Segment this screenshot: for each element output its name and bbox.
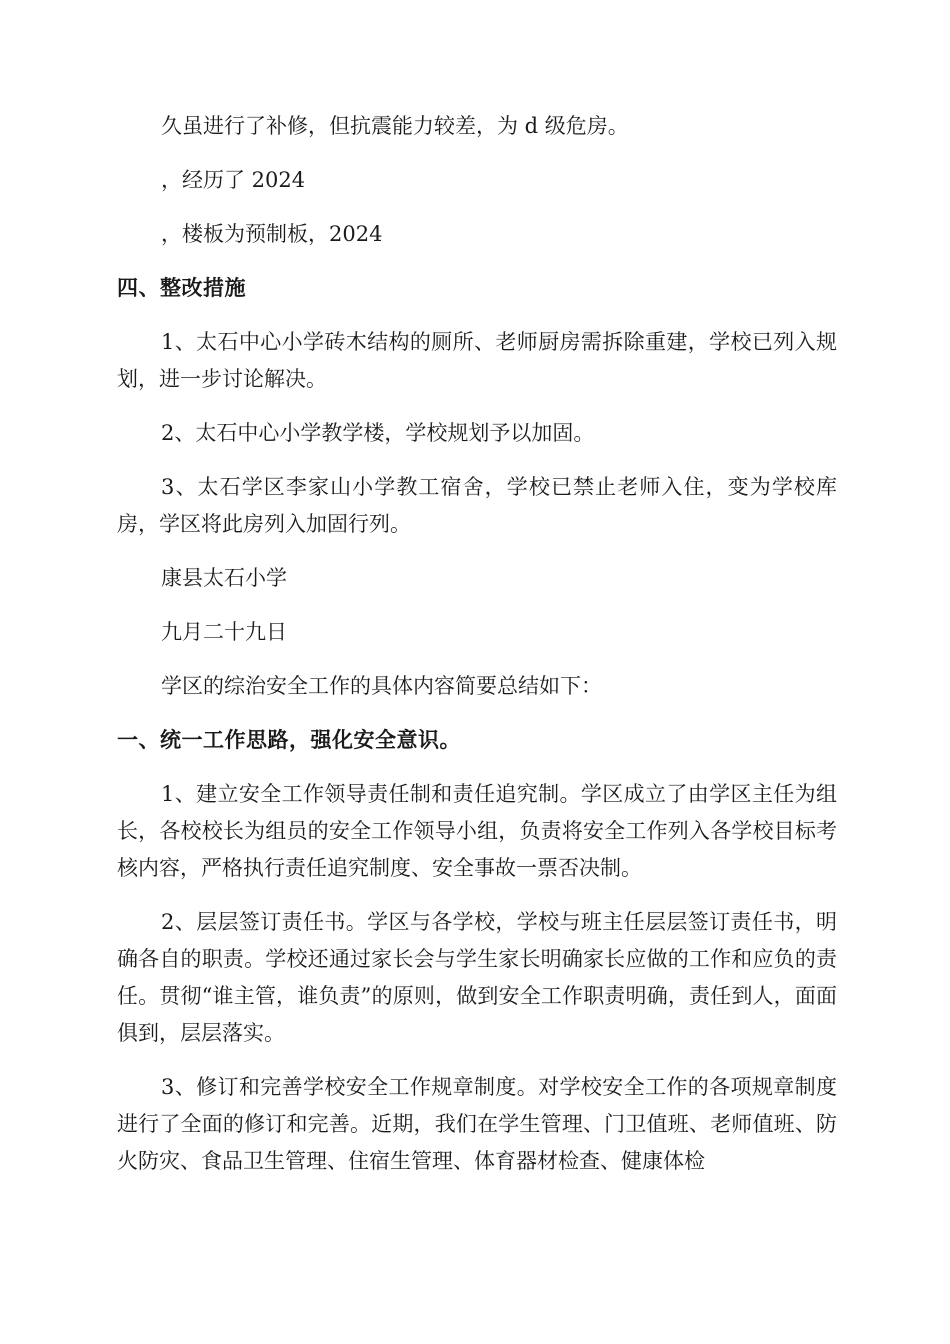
unify-item-3: 3、修订和完善学校安全工作规章制度。对学校安全工作的各项规章制度进行了全面的修订和完善。近期，我们在学生管理、门卫值班、老师值班、防火防灾、食品卫生管理、住宿生管理、体育器材检查、健康体检: [117, 1075, 837, 1173]
paragraph-1: 久虽进行了补修，但抗震能力较差，为 d 级危房。: [161, 114, 629, 138]
measure-item-2: 2、太石中心小学教学楼，学校规划予以加固。: [161, 421, 595, 445]
measure-item-3: 3、太石学区李家山小学教工宿舍，学校已禁止老师入住，变为学校库房，学区将此房列入加固行列。: [117, 475, 837, 536]
summary-intro: 学区的综治安全工作的具体内容简要总结如下：: [161, 674, 602, 698]
section-heading-unify: 一、统一工作思路，强化安全意识。: [117, 728, 461, 752]
signature-school: 康县太石小学: [161, 566, 287, 590]
document-body: [117, 108, 837, 1197]
unify-item-2: 2、层层签订责任书。学区与各学校，学校与班主任层层签订责任书，明确各自的职责。学校还通过家长会与学生家长明确家长应做的工作和应负的责任。贯彻“谁主管，谁负责”的原则，做到安全工作职责明确，责任到人，面面俱到，层层落实。: [117, 910, 837, 1045]
measure-item-1: 1、太石中心小学砖木结构的厕所、老师厨房需拆除重建，学校已列入规划，进一步讨论解决。: [117, 330, 837, 391]
unify-item-1: 1、建立安全工作领导责任制和责任追究制。学区成立了由学区主任为组长，各校校长为组员的安全工作领导小组，负责将安全工作列入各学校目标考核内容，严格执行责任追究制度、安全事故一票否决制。: [117, 782, 837, 880]
paragraph-3: ，楼板为预制板，2024: [161, 222, 383, 246]
section-heading-rectification: 四、整改措施: [117, 276, 246, 300]
paragraph-2: ，经历了 2024: [161, 168, 306, 192]
signature-date: 九月二十九日: [161, 620, 287, 644]
